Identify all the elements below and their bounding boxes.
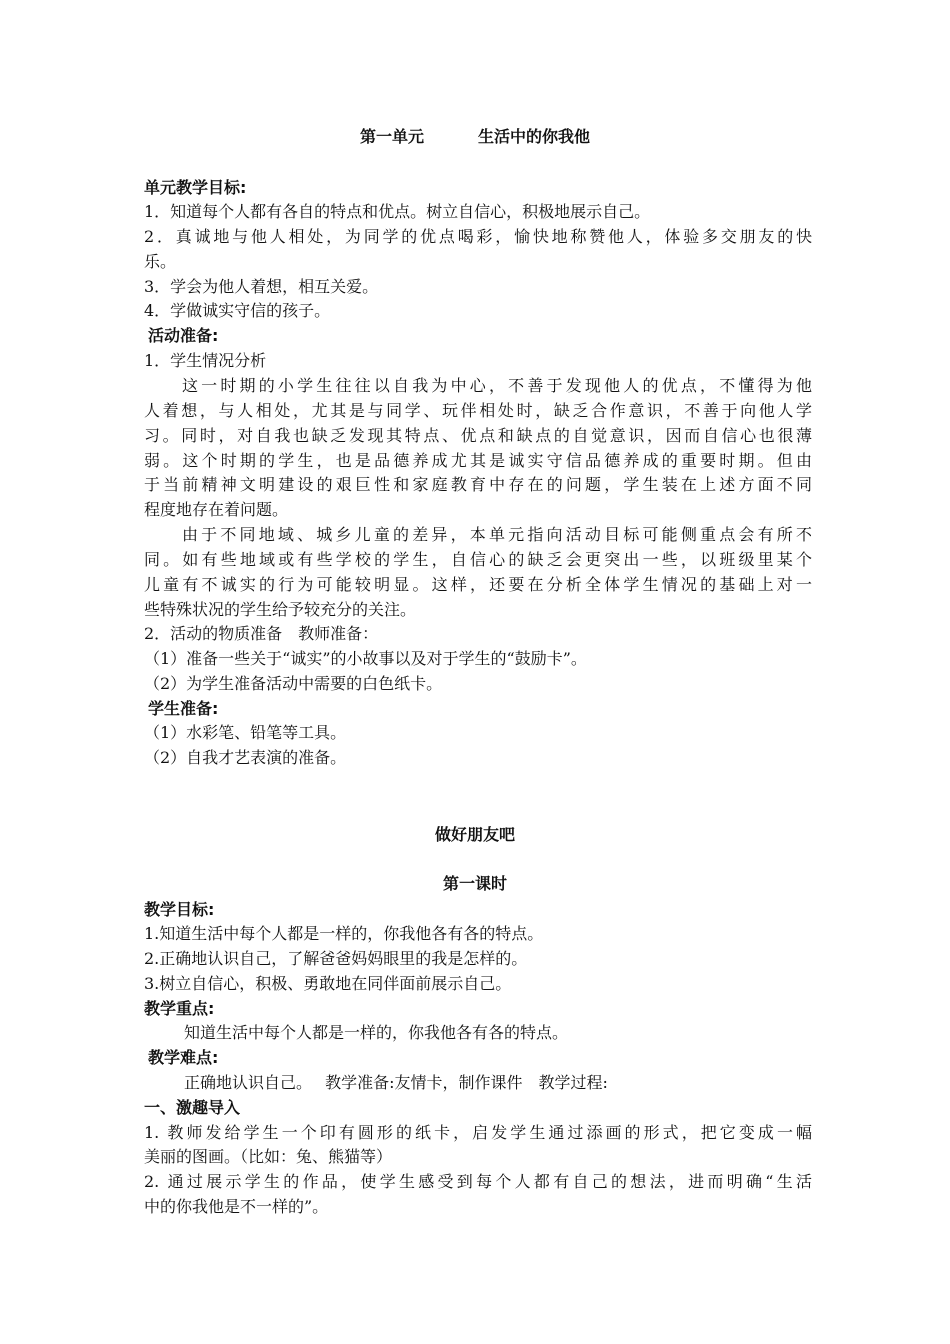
unit-goal-item: 乐。 [144,252,177,271]
analysis-paragraph-line: 人着想，与人相处，尤其是与同学、玩伴相处时，缺乏合作意识，不善于向他人学 [144,401,812,420]
unit-goal-item: 1．知道每个人都有各自的特点和优点。树立自信心，积极地展示自己。 [144,202,651,221]
unit-title-part-b: 生活中的你我他 [478,127,591,146]
difference-paragraph-line: 同。如有些地域或有些学校的学生，自信心的缺乏会更突出一些，以班级里某个 [144,550,812,569]
teacher-prep-item: （2）为学生准备活动中需要的白色纸卡。 [144,674,443,693]
activity-prep-heading: 活动准备: [148,326,219,345]
analysis-paragraph-line: 弱。这个时期的学生，也是品德养成尤其是诚实守信品德养成的重要时期。但由 [144,451,812,470]
difference-paragraph-line: 些特殊状况的学生给予较充分的关注。 [144,600,417,619]
student-prep-item: （1）水彩笔、铅笔等工具。 [144,723,347,742]
analysis-paragraph-line: 于当前精神文明建设的艰巨性和家庭教育中存在的问题，学生装在上述方面不同 [144,475,812,494]
student-prep-item: （2）自我才艺表演的准备。 [144,748,347,767]
lesson-goal-item: 1.知道生活中每个人都是一样的，你我他各有各的特点。 [144,924,544,943]
intro-step-line: 2. 通过展示学生的作品，使学生感受到每个人都有自己的想法，进而明确“生活 [144,1172,812,1191]
unit-title-part-a: 第一单元 [359,127,424,146]
student-prep-heading: 学生准备: [148,699,219,718]
lesson-goal-item: 3.树立自信心，积极、勇敢地在同伴面前展示自己。 [144,974,512,993]
difficulty-text: 正确地认识自己。 教学准备:友情卡，制作课件 教学过程: [184,1073,608,1092]
difference-paragraph-line: 儿童有不诚实的行为可能较明显。这样，还要在分析全体学生情况的基础上对一 [144,575,812,594]
unit-goal-item: 2．真诚地与他人相处，为同学的优点喝彩，愉快地称赞他人，体验多交朋友的快 [144,227,812,246]
intro-step-line: 中的你我他是不一样的”。 [144,1197,329,1216]
intro-step-line: 美丽的图画。（比如：兔、熊猫等） [144,1147,393,1166]
unit-goal-item: 4．学做诚实守信的孩子。 [144,301,331,320]
lesson-period: 第一课时 [442,874,507,893]
lesson-goal-item: 2.正确地认识自己，了解爸爸妈妈眼里的我是怎样的。 [144,949,528,968]
unit-goal-item: 3．学会为他人着想，相互关爱。 [144,277,379,296]
section-intro-heading: 一、激趣导入 [144,1098,241,1117]
analysis-paragraph-line: 习。同时，对自我也缺乏发现其特点、优点和缺点的自觉意识，因而自信心也很薄 [144,426,812,445]
lesson-title: 做好朋友吧 [434,825,515,844]
analysis-heading: 1．学生情况分析 [144,351,267,370]
analysis-paragraph-line: 程度地存在着问题。 [144,500,289,519]
key-point-heading: 教学重点: [144,999,215,1018]
difference-paragraph-line: 由于不同地域、城乡儿童的差异，本单元指向活动目标可能侧重点会有所不 [182,525,812,544]
lesson-goals-heading: 教学目标: [144,900,215,919]
key-point-text: 知道生活中每个人都是一样的，你我他各有各的特点。 [184,1023,569,1042]
intro-step-line: 1. 教师发给学生一个印有圆形的纸卡，启发学生通过添画的形式，把它变成一幅 [144,1123,812,1142]
material-prep-line: 2．活动的物质准备 教师准备： [144,624,379,643]
teacher-prep-item: （1）准备一些关于“诚实”的小故事以及对于学生的“鼓励卡”。 [144,649,587,668]
unit-title [0,126,950,148]
difficulty-heading: 教学难点: [148,1048,219,1067]
analysis-paragraph-line: 这一时期的小学生往往以自我为中心，不善于发现他人的优点，不懂得为他 [182,376,812,395]
unit-goals-heading: 单元教学目标: [144,178,247,197]
